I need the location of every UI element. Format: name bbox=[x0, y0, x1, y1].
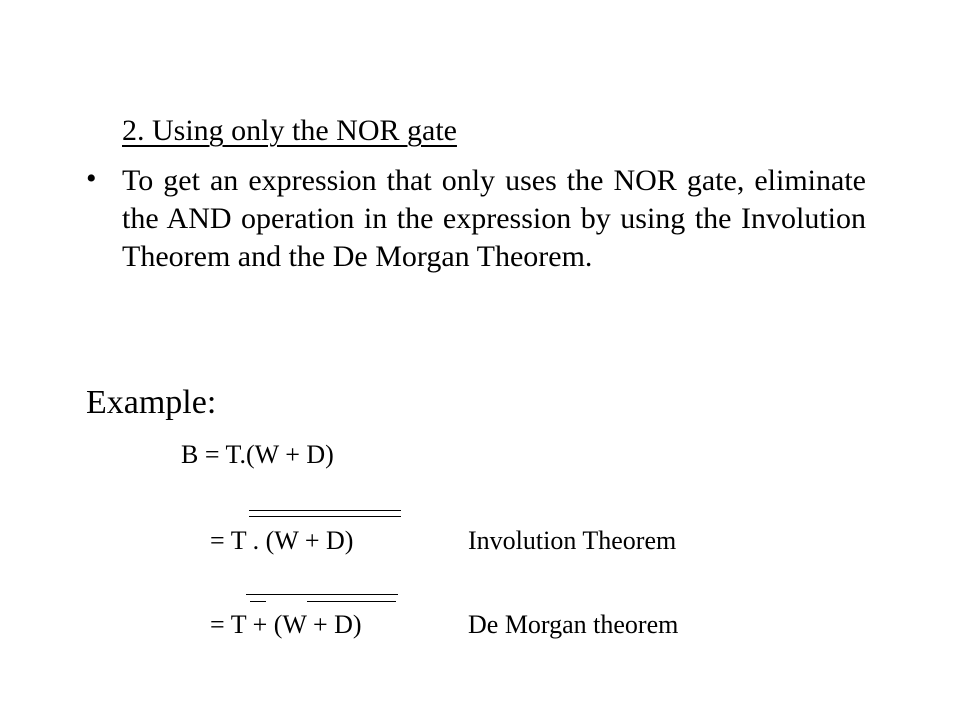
equation-involution: = T . (W + D) bbox=[210, 526, 354, 555]
double-overbar-bottom bbox=[249, 516, 401, 517]
note-demorgan: De Morgan theorem bbox=[468, 610, 679, 639]
note-involution: Involution Theorem bbox=[468, 526, 677, 555]
overbar-t bbox=[250, 601, 266, 602]
overbar-w-plus-d bbox=[307, 601, 396, 602]
equation-demorgan: = T + (W + D) bbox=[210, 610, 362, 639]
equation-original: B = T.(W + D) bbox=[181, 440, 334, 469]
section-heading: 2. Using only the NOR gate bbox=[122, 114, 457, 147]
double-overbar-top bbox=[249, 510, 401, 511]
overbar-full bbox=[246, 594, 398, 595]
example-label: Example: bbox=[86, 384, 217, 421]
bullet-text: To get an expression that only uses the NOR gate, eliminate the AND operation in the expression by using the Involution Theorem and the De Morgan Theorem. bbox=[122, 164, 866, 273]
bullet-point bbox=[86, 162, 866, 276]
bullet-icon: • bbox=[86, 162, 97, 195]
